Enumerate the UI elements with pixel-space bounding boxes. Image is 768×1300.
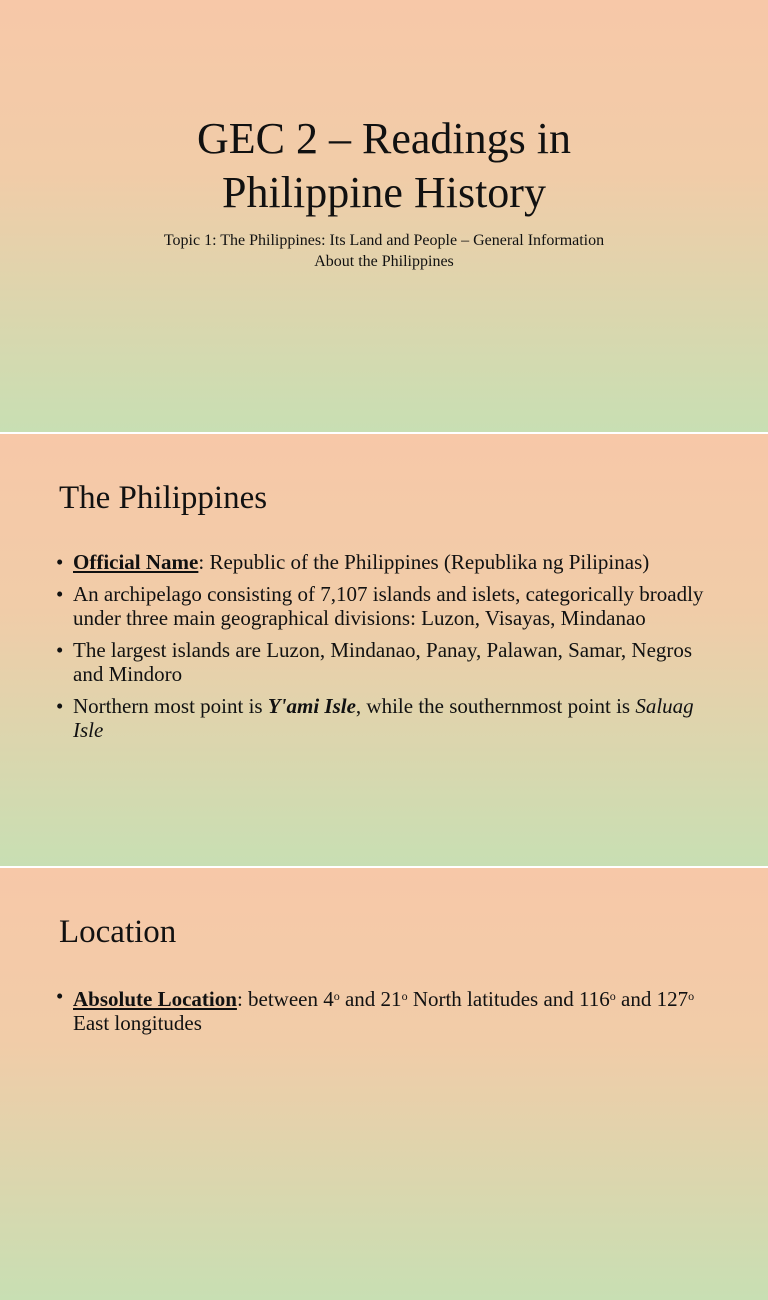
northern-point-prefix: Northern most point is (73, 694, 268, 718)
slide-heading: The Philippines (59, 480, 268, 516)
absolute-location-text-1: : between 4 (236, 987, 334, 1011)
degree-symbol: o (688, 989, 695, 1003)
absolute-location-text-4: and 127 (615, 987, 689, 1011)
largest-islands-text: The largest islands are Luzon, Mindanao, Panay, Palawan, Samar, Negros and Mindoro (73, 638, 693, 686)
subtitle-line-1: Topic 1: The Philippines: Its Land and People – General Information (163, 232, 605, 249)
northern-point-name: Y'ami Isle (267, 694, 356, 718)
bullet-list (56, 550, 726, 750)
bullet-official-name (56, 550, 726, 574)
archipelago-text: An archipelago consisting of 7,107 islands and islets, categorically broadly under three main geographical divisions: Luzon, Visayas, Mindanao (73, 582, 704, 630)
philippines-slide (0, 434, 768, 866)
location-slide (0, 868, 768, 1300)
southern-point-prefix: , while the southernmost point is (355, 694, 636, 718)
slide-heading: Location (59, 914, 177, 950)
bullet-largest-islands (56, 638, 726, 686)
title-slide (0, 0, 768, 432)
official-name-text: : Republic of the Philippines (Republika ng Pilipinas) (198, 550, 650, 574)
slide-subtitle (0, 230, 768, 272)
official-name-label: Official Name (73, 550, 199, 574)
bullet-extreme-points (56, 694, 726, 742)
bullet-archipelago (56, 582, 726, 630)
degree-symbol: o (609, 989, 616, 1003)
bullet-list (56, 984, 726, 1043)
southern-point-name: Saluag Isle (73, 694, 694, 742)
bullet-icon: • (56, 984, 64, 1008)
degree-symbol: o (401, 989, 408, 1003)
absolute-location-text-3: North latitudes and 116 (407, 987, 610, 1011)
absolute-location-text-2: and 21 (339, 987, 402, 1011)
absolute-location-text-5: East longitudes (73, 1011, 202, 1035)
bullet-icon: • (56, 550, 64, 574)
bullet-absolute-location (56, 984, 726, 1035)
bullet-icon: • (56, 638, 64, 662)
bullet-icon: • (56, 694, 64, 718)
slide-title (0, 112, 768, 220)
absolute-location-label: Absolute Location (73, 987, 237, 1011)
bullet-icon: • (56, 582, 64, 606)
title-line-2: Philippine History (222, 168, 546, 217)
subtitle-line-2: About the Philippines (314, 253, 454, 270)
degree-symbol: o (333, 989, 340, 1003)
title-line-1: GEC 2 – Readings in (197, 114, 571, 163)
